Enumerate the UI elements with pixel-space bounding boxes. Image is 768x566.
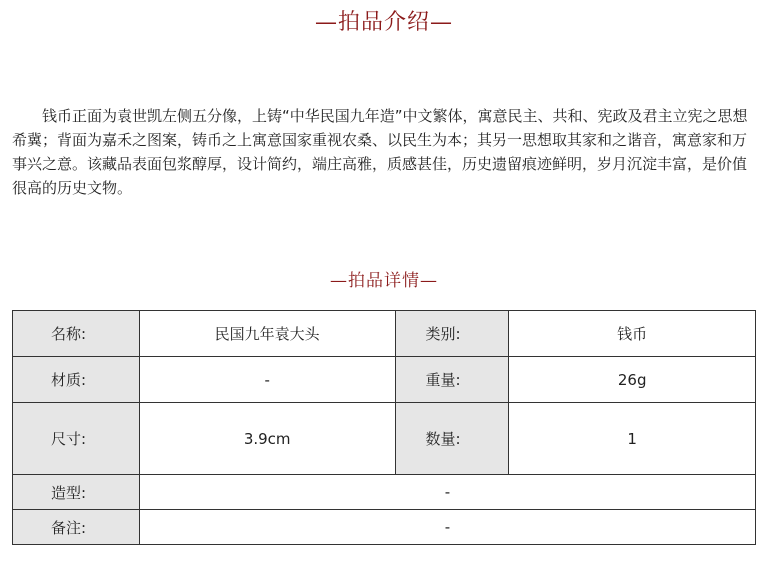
details-table	[12, 310, 756, 545]
table-row	[13, 510, 756, 545]
details-title: —拍品详情—	[330, 271, 438, 291]
remark-value: -	[139, 510, 755, 545]
category-value: 钱币	[509, 311, 756, 357]
category-label: 类别:	[395, 311, 509, 357]
material-label: 材质:	[13, 357, 140, 403]
quantity-value: 1	[509, 403, 756, 475]
material-value: -	[139, 357, 395, 403]
table-row	[13, 357, 756, 403]
name-label: 名称:	[13, 311, 140, 357]
shape-label: 造型:	[13, 475, 140, 510]
weight-label: 重量:	[395, 357, 509, 403]
size-label: 尺寸:	[13, 403, 140, 475]
shape-value: -	[139, 475, 755, 510]
item-description: 钱币正面为袁世凯左侧五分像，上铸“中华民国九年造”中文繁体，寓意民主、共和、宪政及君主立宪之思想希冀；背面为嘉禾之图案，铸币之上寓意国家重视农桑、以民生为本；其另一思想取其家和之谐音，寓意家和万事兴之意。该藏品表面包浆醇厚，设计简约，端庄高雅，质感甚佳，历史遗留痕迹鲜明，岁月沉淀丰富，是价值很高的历史文物。	[12, 107, 748, 197]
table-row	[13, 403, 756, 475]
size-value: 3.9cm	[139, 403, 395, 475]
table-row	[13, 475, 756, 510]
intro-title: —拍品介绍—	[314, 10, 453, 35]
weight-value: 26g	[509, 357, 756, 403]
table-row	[13, 311, 756, 357]
quantity-label: 数量:	[395, 403, 509, 475]
name-value: 民国九年袁大头	[139, 311, 395, 357]
remark-label: 备注:	[13, 510, 140, 545]
